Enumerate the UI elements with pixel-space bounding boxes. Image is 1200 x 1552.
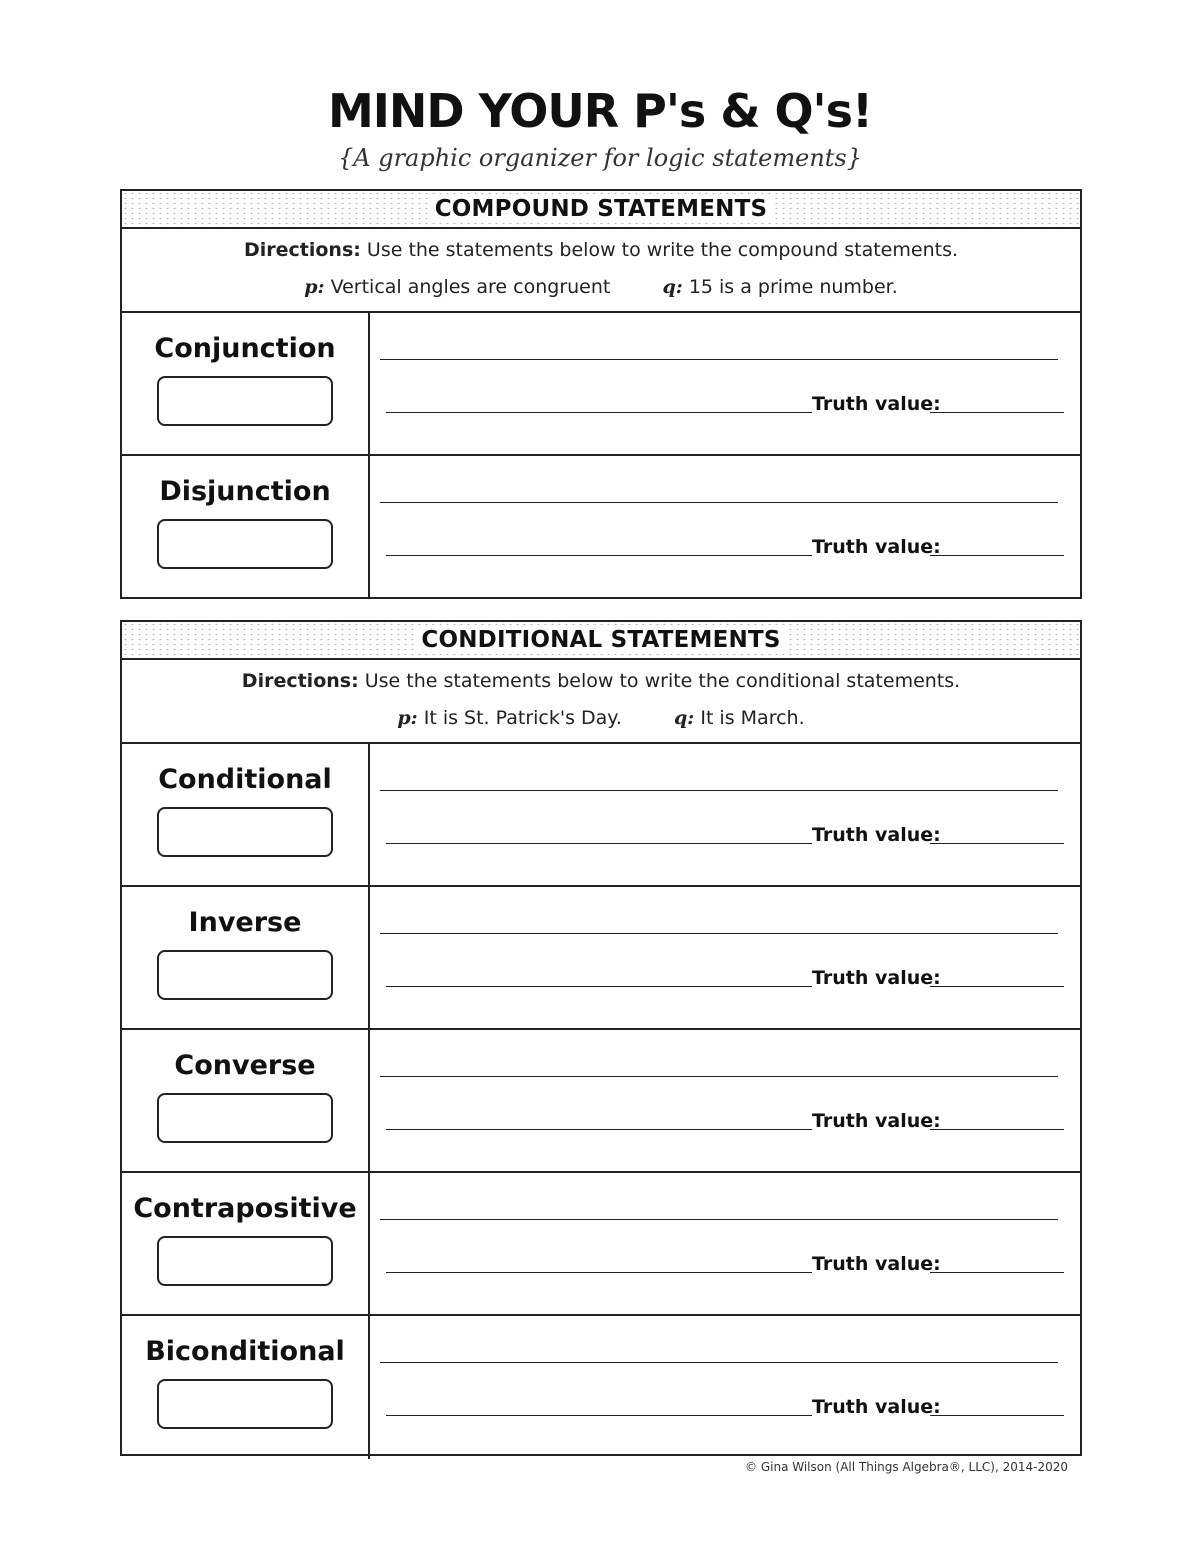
inverse-row xyxy=(122,887,1080,1030)
truth-value-line[interactable] xyxy=(930,1272,1064,1273)
truth-value-label: Truth value: xyxy=(812,393,941,415)
truth-value-line[interactable] xyxy=(930,843,1064,844)
truth-value-line[interactable] xyxy=(930,986,1064,987)
row-label-cell xyxy=(122,1030,370,1171)
symbol-answer-box[interactable] xyxy=(157,1236,333,1286)
page-title: MIND YOUR P's & Q's! xyxy=(327,84,873,138)
symbol-answer-box[interactable] xyxy=(157,1379,333,1429)
statement-answer-line-2[interactable] xyxy=(386,412,812,413)
q-label: q: xyxy=(673,707,695,729)
p-statement: It is St. Patrick's Day. xyxy=(423,707,622,729)
row-label: Disjunction xyxy=(159,476,331,507)
truth-value-label: Truth value: xyxy=(812,536,941,558)
directions-line xyxy=(122,235,1080,265)
directions-label: Directions: xyxy=(243,239,361,261)
conditional-row xyxy=(122,744,1080,887)
write-area xyxy=(370,1173,1080,1314)
directions-line xyxy=(122,666,1080,696)
statement-answer-line[interactable] xyxy=(380,502,1058,503)
directions-text: Use the statements below to write the compound statements. xyxy=(366,239,959,261)
row-label-cell xyxy=(122,744,370,885)
symbol-answer-box[interactable] xyxy=(157,376,333,426)
disjunction-row xyxy=(122,456,1080,599)
page-subtitle: {A graphic organizer for logic statements} xyxy=(337,144,863,172)
q-statement: 15 is a prime number. xyxy=(688,276,898,298)
truth-value-line[interactable] xyxy=(930,555,1064,556)
copyright-footer: © Gina Wilson (All Things Algebra®, LLC), 2014-2020 xyxy=(745,1460,1068,1474)
statement-answer-line-2[interactable] xyxy=(386,1272,812,1273)
truth-value-label: Truth value: xyxy=(812,1110,941,1132)
truth-value-label: Truth value: xyxy=(812,1253,941,1275)
statement-answer-line[interactable] xyxy=(380,1219,1058,1220)
row-label-cell xyxy=(122,1173,370,1314)
section-heading-text: COMPOUND STATEMENTS xyxy=(429,196,774,222)
p-label: p: xyxy=(304,276,325,298)
row-label: Conjunction xyxy=(154,333,336,364)
compound-statements-section xyxy=(120,189,1082,599)
q-statement: It is March. xyxy=(700,707,805,729)
row-label-cell xyxy=(122,1316,370,1459)
statements-line xyxy=(122,265,1080,309)
truth-value-line[interactable] xyxy=(930,1129,1064,1130)
truth-value-label: Truth value: xyxy=(812,824,941,846)
symbol-answer-box[interactable] xyxy=(157,519,333,569)
statement-answer-line[interactable] xyxy=(380,359,1058,360)
directions-text: Use the statements below to write the conditional statements. xyxy=(364,670,961,692)
truth-value-line[interactable] xyxy=(930,1415,1064,1416)
statement-answer-line-2[interactable] xyxy=(386,1415,812,1416)
row-label: Inverse xyxy=(188,907,302,938)
conditional-statements-section xyxy=(120,620,1082,1456)
section-heading xyxy=(122,622,1080,660)
row-label-cell xyxy=(122,313,370,454)
p-label: p: xyxy=(397,707,418,729)
statement-answer-line[interactable] xyxy=(380,790,1058,791)
truth-value-line[interactable] xyxy=(930,412,1064,413)
write-area xyxy=(370,744,1080,885)
row-label: Contrapositive xyxy=(133,1193,357,1224)
write-area xyxy=(370,456,1080,599)
biconditional-row xyxy=(122,1316,1080,1459)
write-area xyxy=(370,887,1080,1028)
statement-answer-line-2[interactable] xyxy=(386,986,812,987)
write-area xyxy=(370,1316,1080,1459)
directions-label: Directions: xyxy=(241,670,359,692)
truth-value-label: Truth value: xyxy=(812,967,941,989)
symbol-answer-box[interactable] xyxy=(157,1093,333,1143)
statement-answer-line-2[interactable] xyxy=(386,843,812,844)
statements-line xyxy=(122,696,1080,740)
statement-answer-line-2[interactable] xyxy=(386,555,812,556)
symbol-answer-box[interactable] xyxy=(157,950,333,1000)
row-label: Conditional xyxy=(158,764,332,795)
conjunction-row xyxy=(122,313,1080,456)
truth-value-label: Truth value: xyxy=(812,1396,941,1418)
converse-row xyxy=(122,1030,1080,1173)
write-area xyxy=(370,1030,1080,1171)
statement-answer-line[interactable] xyxy=(380,1362,1058,1363)
row-label-cell xyxy=(122,887,370,1028)
row-label-cell xyxy=(122,456,370,599)
statement-answer-line-2[interactable] xyxy=(386,1129,812,1130)
section-heading xyxy=(122,191,1080,229)
p-statement: Vertical angles are congruent xyxy=(330,276,611,298)
section-heading-text: CONDITIONAL STATEMENTS xyxy=(415,627,786,653)
directions-block xyxy=(122,660,1080,744)
write-area xyxy=(370,313,1080,454)
directions-block xyxy=(122,229,1080,313)
statement-answer-line[interactable] xyxy=(380,933,1058,934)
row-label: Biconditional xyxy=(145,1336,345,1367)
symbol-answer-box[interactable] xyxy=(157,807,333,857)
contrapositive-row xyxy=(122,1173,1080,1316)
statement-answer-line[interactable] xyxy=(380,1076,1058,1077)
q-label: q: xyxy=(662,276,683,298)
row-label: Converse xyxy=(174,1050,316,1081)
